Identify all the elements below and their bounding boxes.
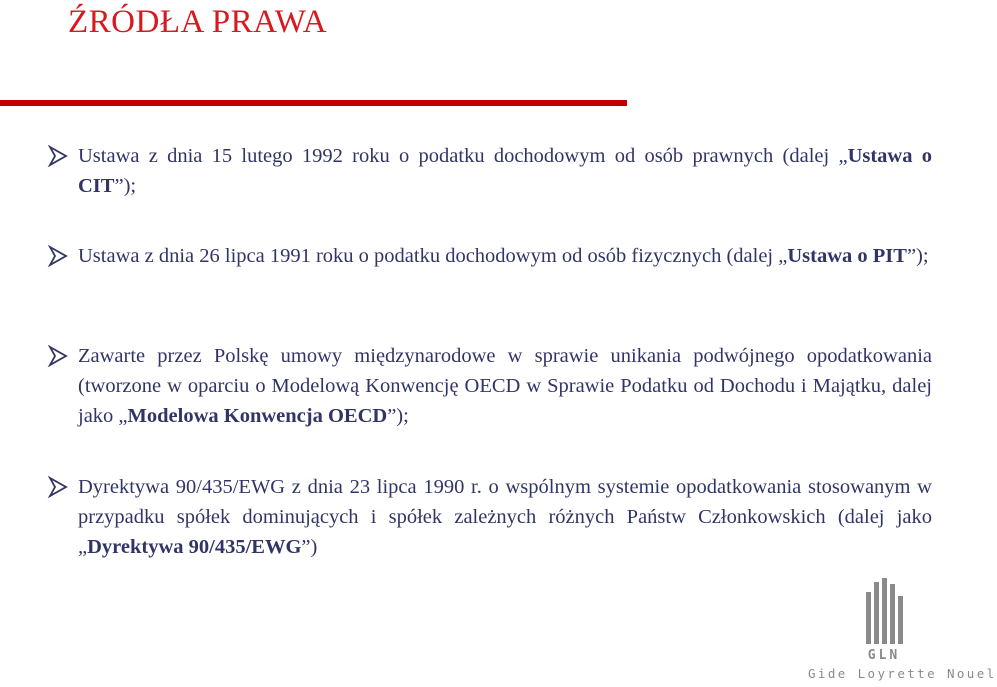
arrowhead-bullet-icon bbox=[46, 472, 78, 502]
gln-logo-mark-icon bbox=[808, 578, 960, 648]
arrowhead-bullet-icon bbox=[46, 341, 78, 371]
text-segment: Ustawa z dnia 15 lutego 1992 roku o podatku dochodowym od osób prawnych (dalej „ bbox=[78, 145, 848, 167]
list-item-text bbox=[78, 341, 932, 431]
list-item-text bbox=[78, 241, 932, 271]
text-segment: Dyrektywa 90/435/EWG z dnia 23 lipca 1990 r. o wspólnym systemie opodatkowania stosowanym w przypadku spółek dominujących i spółek zależnych różnych Państw Członkowskich (dalej jako „ bbox=[78, 476, 932, 558]
text-segment: ”); bbox=[387, 405, 409, 427]
text-segment: ”) bbox=[301, 536, 318, 558]
defined-term: Ustawa o PIT bbox=[787, 245, 907, 267]
list-item-ustawa-pit bbox=[46, 241, 932, 271]
list-item-text bbox=[78, 472, 932, 562]
text-segment: Zawarte przez Polskę umowy międzynarodowe w sprawie unikania podwójnego opodatkowania (tworzone w oparciu o Modelową Konwencję OECD w Sprawie Podatku od Dochodu i Majątku, dalej jako „ bbox=[78, 345, 932, 427]
text-segment: ”); bbox=[114, 175, 137, 197]
text-segment: ”); bbox=[906, 245, 929, 267]
list-item-ustawa-cit bbox=[46, 141, 932, 201]
gln-logo bbox=[808, 578, 997, 687]
list-item-directive bbox=[46, 472, 932, 562]
arrowhead-bullet-icon bbox=[46, 141, 78, 171]
defined-term: Dyrektywa 90/435/EWG bbox=[87, 536, 302, 558]
logo-firm-name: Gide Loyrette Nouel bbox=[808, 666, 997, 681]
list-item-tax-treaties bbox=[46, 341, 932, 431]
defined-term: Ustawa o CIT bbox=[78, 145, 933, 197]
text-segment: Ustawa z dnia 26 lipca 1991 roku o podatku dochodowym od osób fizycznych (dalej „ bbox=[78, 245, 788, 267]
title-underline-rule bbox=[0, 100, 627, 106]
defined-term: Modelowa Konwencja OECD bbox=[127, 405, 388, 427]
logo-monogram: GLN bbox=[867, 648, 901, 663]
slide-title: ŹRÓDŁA PRAWA bbox=[68, 4, 328, 40]
list-item-text bbox=[78, 141, 932, 201]
arrowhead-bullet-icon bbox=[46, 241, 78, 271]
